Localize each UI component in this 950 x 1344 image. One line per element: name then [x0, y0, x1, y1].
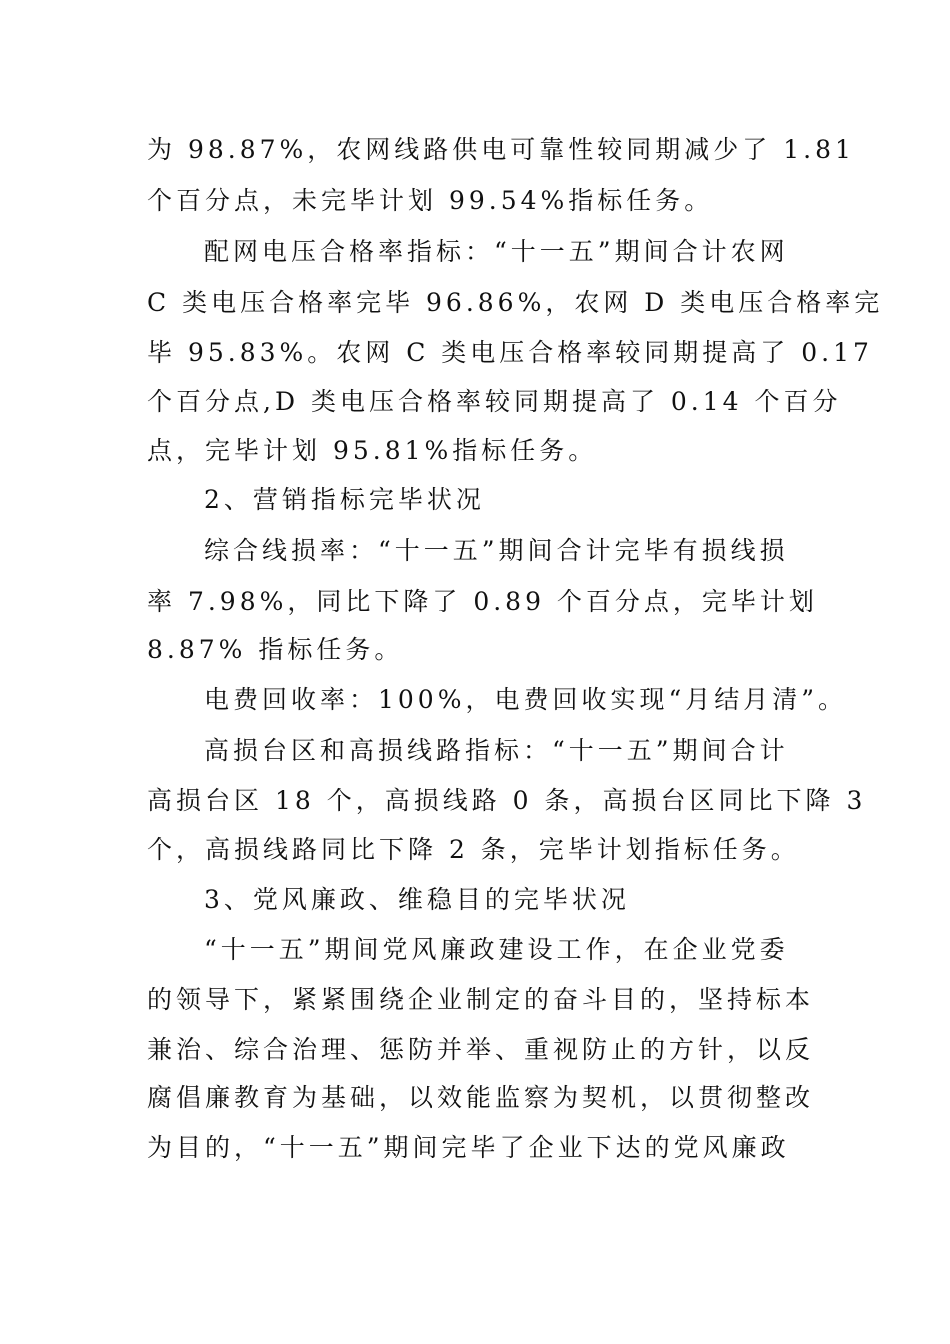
- text-line-11: 8.87% 指标任务。: [147, 635, 404, 664]
- text-line-19: 兼治、综合治理、惩防并举、重视防止的方针，以反: [147, 1035, 815, 1064]
- paragraph-high-loss: 高损台区和高损线路指标：“十一五”期间合计: [204, 736, 789, 765]
- text-line-5: 毕 95.83%。农网 C 类电压合格率较同期提高了 0.17: [147, 338, 873, 367]
- text-line-10: 率 7.98%，同比下降了 0.89 个百分点，完毕计划: [147, 587, 818, 616]
- text-line-14: 高损台区 18 个，高损线路 0 条，高损台区同比下降 3: [147, 786, 867, 815]
- paragraph-fee-recovery: 电费回收率：100%，电费回收实现“月结月清”。: [204, 685, 848, 714]
- text-line-6: 个百分点,D 类电压合格率较同期提高了 0.14 个百分: [147, 387, 842, 416]
- section-heading-marketing: 2、营销指标完毕状况: [204, 485, 485, 514]
- text-line-21: 为目的，“十一五”期间完毕了企业下达的党风廉政: [147, 1133, 790, 1162]
- text-line-15: 个，高损线路同比下降 2 条，完毕计划指标任务。: [147, 835, 800, 864]
- text-line-4: C 类电压合格率完毕 96.86%，农网 D 类电压合格率完: [147, 288, 884, 317]
- text-line-1: 为 98.87%，农网线路供电可靠性较同期减少了 1.81: [147, 135, 855, 164]
- text-line-18: 的领导下，紧紧围绕企业制定的奋斗目的，坚持标本: [147, 985, 815, 1014]
- section-heading-party: 3、党风廉政、维稳目的完毕状况: [204, 885, 630, 914]
- text-line-2: 个百分点，未完毕计划 99.54%指标任务。: [147, 186, 714, 215]
- text-line-7: 点，完毕计划 95.81%指标任务。: [147, 436, 598, 465]
- text-line-20: 腐倡廉教育为基础，以效能监察为契机，以贯彻整改: [147, 1083, 815, 1112]
- paragraph-distribution-voltage: 配网电压合格率指标：“十一五”期间合计农网: [204, 237, 789, 266]
- paragraph-party-building: “十一五”期间党风廉政建设工作，在企业党委: [204, 935, 789, 964]
- paragraph-line-loss: 综合线损率：“十一五”期间合计完毕有损线损: [204, 536, 789, 565]
